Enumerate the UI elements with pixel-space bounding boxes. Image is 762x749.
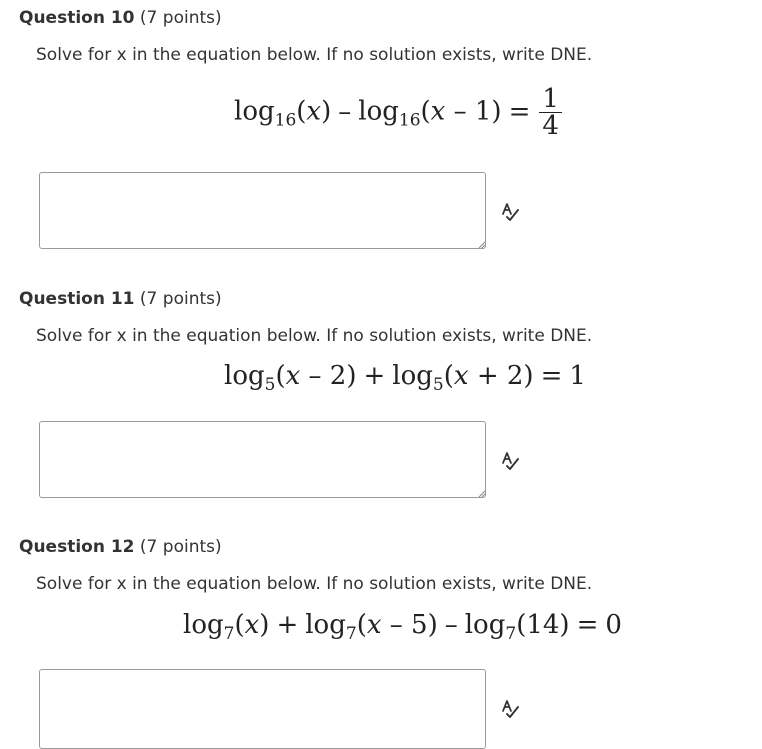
question-prompt: Solve for x in the equation below. If no solution exists, write DNE. [36, 574, 593, 594]
spell-check-icon[interactable] [500, 201, 520, 221]
equation [183, 610, 622, 644]
question-title: Question 10 [19, 8, 135, 28]
log-base: 16 [274, 110, 297, 131]
argument: (14) [516, 610, 570, 640]
question-heading [19, 7, 222, 29]
question-points: (7 points) [139, 8, 222, 28]
question-points: (7 points) [139, 537, 222, 557]
log-base: 7 [223, 624, 235, 644]
answer-input[interactable] [39, 669, 486, 749]
equation [234, 86, 562, 139]
argument-rest: – 2) [300, 361, 357, 391]
fraction [539, 86, 562, 139]
log-fn: log [224, 361, 265, 391]
equals-sign: = [540, 361, 563, 391]
question-heading [19, 536, 222, 558]
fraction-numerator: 1 [539, 86, 562, 113]
paren-open: ( [443, 361, 454, 391]
paren-open: ( [275, 361, 286, 391]
variable-x: x [285, 361, 301, 391]
log-base: 5 [432, 375, 444, 395]
right-hand-side: 0 [605, 610, 622, 640]
paren-open: ( [296, 96, 307, 127]
variable-x: x [453, 361, 469, 391]
question-title: Question 11 [19, 289, 135, 309]
argument-rest: – 5) [381, 610, 438, 640]
answer-input[interactable] [39, 172, 486, 249]
question-prompt: Solve for x in the equation below. If no solution exists, write DNE. [36, 45, 593, 65]
spell-check-icon[interactable] [500, 450, 520, 470]
equation [224, 361, 586, 395]
operator: – [444, 610, 458, 640]
paren-open: ( [420, 96, 431, 127]
variable-x: x [244, 610, 260, 640]
variable-x: x [366, 610, 382, 640]
paren-close: ) [259, 610, 270, 640]
log-fn: log [392, 361, 433, 391]
log-fn: log [234, 96, 275, 127]
log-base: 7 [505, 624, 517, 644]
log-fn: log [358, 96, 399, 127]
log-base: 5 [264, 375, 276, 395]
log-base: 16 [398, 110, 421, 131]
question-heading [19, 288, 222, 310]
question-prompt: Solve for x in the equation below. If no solution exists, write DNE. [36, 326, 593, 346]
variable-x: x [306, 96, 322, 127]
argument-rest: + 2) [468, 361, 534, 391]
resize-grip-icon[interactable] [478, 490, 486, 498]
paren-open: ( [356, 610, 367, 640]
log-fn: log [305, 610, 346, 640]
log-base: 7 [345, 624, 357, 644]
answer-input[interactable] [39, 421, 486, 498]
log-fn: log [464, 610, 506, 640]
variable-x: x [430, 96, 446, 127]
right-hand-side: 1 [569, 361, 586, 391]
question-title: Question 12 [19, 537, 135, 557]
log-fn: log [183, 610, 224, 640]
fraction-denominator: 4 [542, 111, 559, 141]
paren-open: ( [234, 610, 245, 640]
operator: + [363, 361, 386, 391]
argument-rest: – 1) [445, 96, 502, 127]
resize-grip-icon[interactable] [478, 241, 486, 249]
question-points: (7 points) [139, 289, 222, 309]
operator: + [276, 610, 299, 640]
paren-close: ) [321, 96, 332, 127]
equals-sign: = [508, 96, 531, 127]
operator: – [338, 96, 352, 127]
equals-sign: = [576, 610, 599, 640]
spell-check-icon[interactable] [500, 698, 520, 718]
